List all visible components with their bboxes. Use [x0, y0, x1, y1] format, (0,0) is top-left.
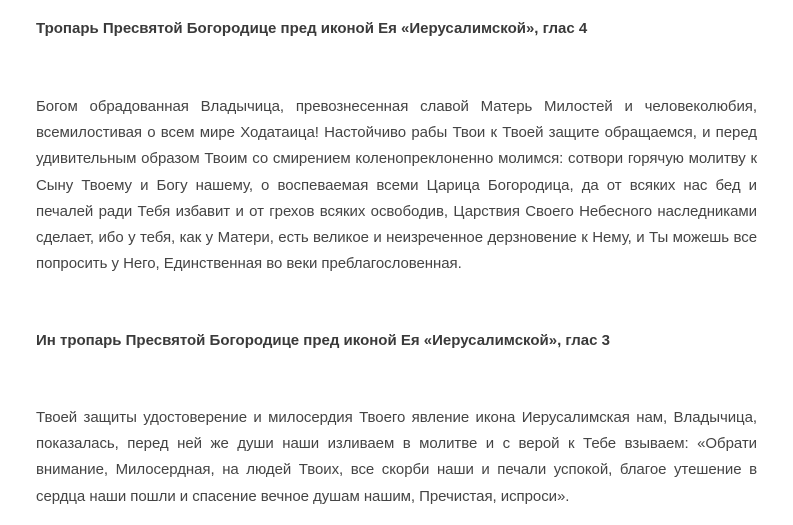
section-text-troparion-tone-3: Твоей защиты удостоверение и милосердия Твоего явление икона Иерусалимская нам, Владычица, показалась, перед ней же души наши изливаем в молитве и с верой к Тебе взываем: «Обрати внимание, Милосердная, на людей Твоих, все скорби наши и печали успокой, благое утешение в сердца наши пошли и спасение вечное душам нашим, Пречистая, испроси».: [36, 409, 757, 505]
section-text-troparion-tone-4: Богом обрадованная Владычица, превознесенная славой Матерь Милостей и человеколюбия, всемилостивая о всем мире Ходатаица! Настойчиво рабы Твои к Твоей защите обращаемся, и перед удивительным образом Твоим со смирением коленопреклоненно молимся: сотвори горячую молитву к Сыну Твоему и Богу нашему, о воспеваемая всеми Царица Богородица, да от всяких нас бед и печалей ради Тебя избавит и от грехов всяких освободив, Царствия Своего Небесного наследниками сделает, ибо у тебя, как у Матери, есть великое и неизреченное дерзновение к Нему, и Ты можешь все попросить у Него, Единственная во веки преблагословенная.: [36, 98, 757, 273]
section-heading-troparion-tone-4: Тропарь Пресвятой Богородице пред иконой Ея «Иерусалимской», глас 4: [36, 20, 588, 37]
section-heading-troparion-tone-3: Ин тропарь Пресвятой Богородице пред иконой Ея «Иерусалимской», глас 3: [36, 332, 611, 349]
